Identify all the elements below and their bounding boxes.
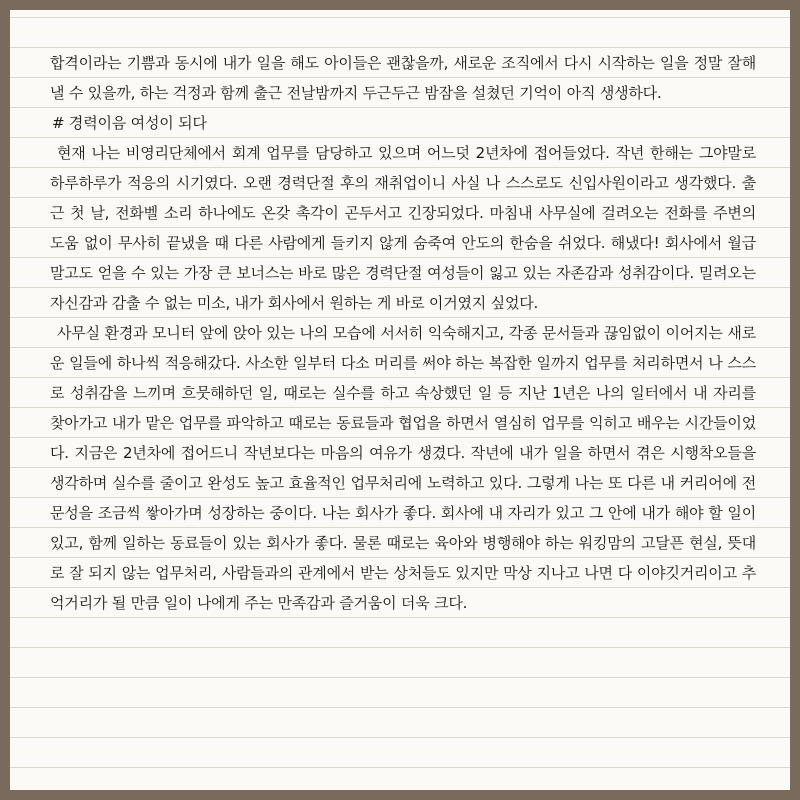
body-paragraph-1: 현재 나는 비영리단체에서 회계 업무를 담당하고 있으며 어느덧 2년차에 접어들었다. 작년 한해는 그야말로 하루하루가 적응의 시기였다. 오랜 경력단절 후의 재취업이니 사실 나 스스로도 신입사원이라고 생각했다. 출근 첫 날, 전화벨 소리 하나에도 온갖 촉각이 곤두서고 긴장되었다. 마침내 사무실에 걸려오는 전화를 주변의 도움 없이 무사히 끝냈을 때 다른 사람에게 들키지 않게 숨죽여 안도의 한숨을 쉬었다. 해냈다! 회사에서 월급 말고도 얻을 수 있는 가장 큰 보너스는 바로 많은 경력단절 여성들이 잃고 있는 자존감과 성취감이다. 밀려오는 자신감과 감출 수 없는 미소, 내가 회사에서 원하는 게 바로 이거였지 싶었다. — [50, 144, 756, 312]
essay-text — [50, 48, 756, 618]
section-heading: # 경력이음 여성이 되다 — [52, 114, 207, 132]
intro-paragraph: 합격이라는 기쁨과 동시에 내가 일을 해도 아이들은 괜찮을까, 새로운 조직에서 다시 시작하는 일을 정말 잘해낼 수 있을까, 하는 걱정과 함께 출근 전날밤까지 두근두근 밤잠을 설쳤던 기억이 아직 생생하다. — [50, 54, 756, 102]
lined-paper — [10, 10, 790, 790]
body-paragraph-2: 사무실 환경과 모니터 앞에 앉아 있는 나의 모습에 서서히 익숙해지고, 각종 문서들과 끊임없이 이어지는 새로운 일들에 하나씩 적응해갔다. 사소한 일부터 다소 머리를 써야 하는 복잡한 일까지 업무를 처리하면서 나 스스로 성취감을 느끼며 흐뭇해하던 일, 때로는 실수를 하고 속상했던 일 등 지난 1년은 나의 일터에서 내 자리를 찾아가고 내가 맡은 업무를 파악하고 때로는 동료들과 협업을 하면서 열심히 업무를 익히고 배우는 시간들이었다. 지금은 2년차에 접어드니 작년보다는 마음의 여유가 생겼다. 작년에 내가 일을 하면서 겪은 시행착오들을 생각하며 실수를 줄이고 완성도 높고 효율적인 업무처리에 노력하고 있다. 그렇게 나는 또 다른 내 커리어에 전문성을 조금씩 쌓아가며 성장하는 중이다. 나는 회사가 좋다. 회사에 내 자리가 있고 그 안에 내가 해야 할 일이 있고, 함께 일하는 동료들이 있는 회사가 좋다. 물론 때로는 육아와 병행해야 하는 워킹맘의 고달픈 현실, 뜻대로 잘 되지 않는 업무처리, 사람들과의 관계에서 받는 상처들도 있지만 막상 지나고 나면 다 이야깃거리이고 추억거리가 될 만큼 일이 나에게 주는 만족감과 즐거움이 더욱 크다. — [50, 324, 756, 612]
